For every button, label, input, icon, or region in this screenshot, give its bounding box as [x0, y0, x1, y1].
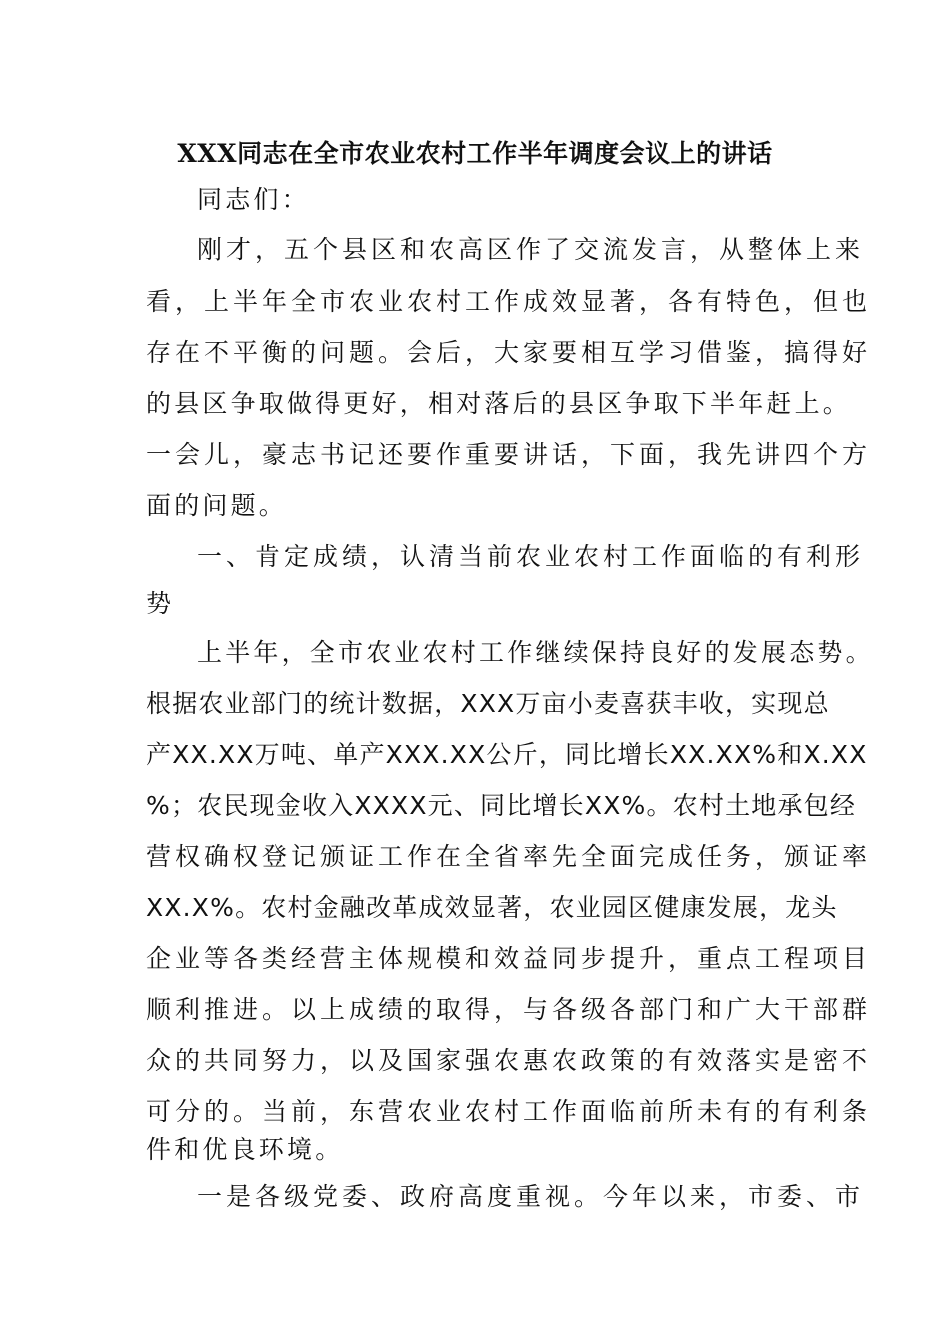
paragraph-line: 众的共同努力，以及国家强农惠农政策的有效落实是密不 [146, 1046, 872, 1075]
paragraph-line: %；农民现金收入XXXX元、同比增长XX%。农村土地承包经 [146, 791, 857, 820]
paragraph-line: 一会儿，豪志书记还要作重要讲话，下面，我先讲四个方 [146, 440, 872, 469]
paragraph-line: 上半年，全市农业农村工作继续保持良好的发展态势。 [197, 638, 874, 667]
paragraph-line: 的县区争取做得更好，相对落后的县区争取下半年赶上。 [146, 389, 852, 418]
salutation: 同志们： [197, 185, 310, 214]
paragraph-line: 顺利推进。以上成绩的取得，与各级各部门和广大干部群 [146, 995, 872, 1024]
paragraph-line: 刚才，五个县区和农高区作了交流发言，从整体上来 [197, 235, 865, 264]
paragraph-line: 面的问题。 [146, 491, 288, 520]
section-heading: 势 [146, 589, 175, 618]
paragraph-line: 企业等各类经营主体规模和效益同步提升，重点工程项目 [146, 944, 872, 973]
document-title: XXX同志在全市农业农村工作半年调度会议上的讲话 [177, 139, 773, 168]
paragraph-line: 产XX.XX万吨、单产XXX.XX公斤，同比增长XX.XX%和X.XX [146, 740, 868, 769]
paragraph-line: 件和优良环境。 [146, 1135, 344, 1164]
paragraph-line: 可分的。当前，东营农业农村工作面临前所未有的有利条 [146, 1097, 872, 1126]
paragraph-line: XX.X%。农村金融改革成效显著，农业园区健康发展，龙头 [146, 893, 838, 922]
paragraph-line: 看，上半年全市农业农村工作成效显著，各有特色，但也 [146, 287, 872, 316]
paragraph-line: 营权确权登记颁证工作在全省率先全面完成任务，颁证率 [146, 842, 872, 871]
paragraph-line: 存在不平衡的问题。会后，大家要相互学习借鉴，搞得好 [146, 338, 872, 367]
section-heading: 一、肯定成绩，认清当前农业农村工作面临的有利形 [197, 542, 865, 571]
paragraph-line: 根据农业部门的统计数据，XXX万亩小麦喜获丰收，实现总 [146, 689, 830, 718]
paragraph-line: 一是各级党委、政府高度重视。今年以来，市委、市 [197, 1182, 865, 1211]
